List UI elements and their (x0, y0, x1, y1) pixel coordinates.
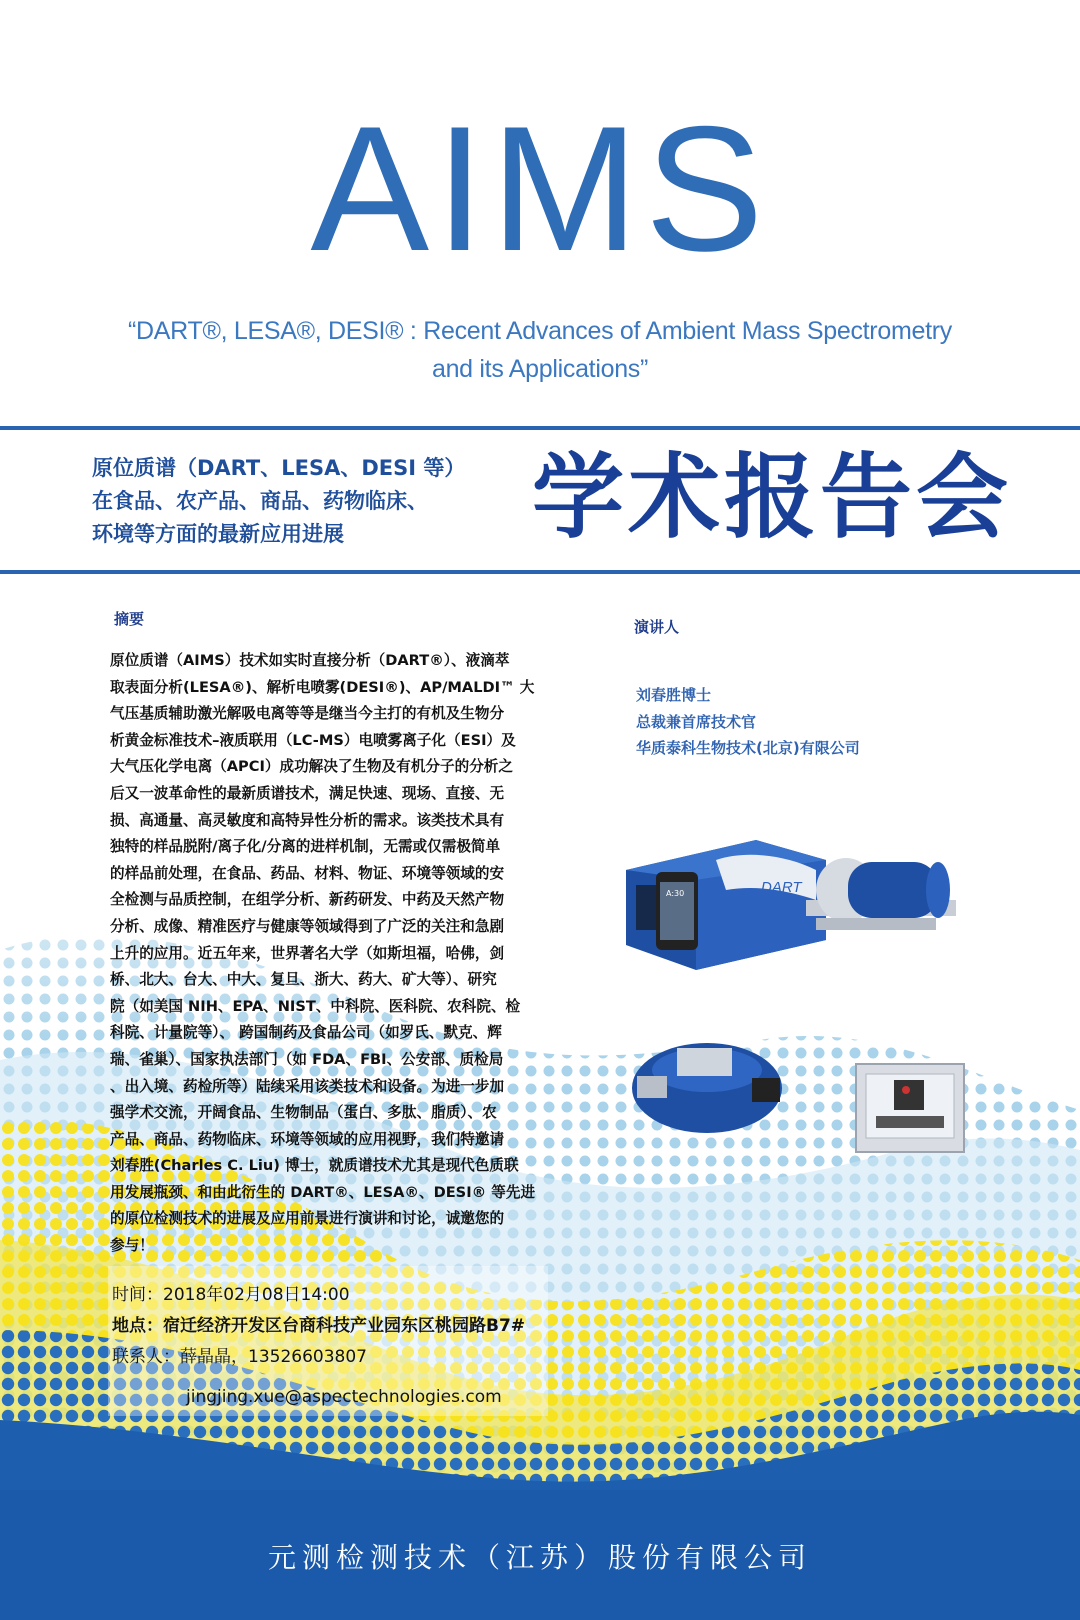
event-time: 时间：2018年02月08日14:00 (112, 1285, 350, 1305)
abstract-line: 析黄金标准技术–液质联用（LC-MS）电喷雾离子化（ESI）及 (110, 731, 516, 749)
event-contact: 联系人：薛晶晶，13526603807 (112, 1347, 367, 1367)
speaker-heading: 演讲人 (634, 618, 680, 636)
abstract-line: 院（如美国 NIH、EPA、NIST、中科院、医科院、农科院、检 (110, 997, 521, 1015)
abstract-line: 上升的应用。近五年来，世界著名大学（如斯坦福，哈佛，剑 (110, 944, 505, 962)
abstract-line: 的原位检测技术的进展及应用前景进行演讲和讨论，诚邀您的 (110, 1210, 505, 1228)
speaker-name: 刘春胜博士 (636, 686, 712, 704)
abstract-line: 产品、商品、药物临床、环境等领域的应用视野，我们特邀请 (110, 1130, 505, 1148)
abstract-line: 科院、计量院等）、 跨国制药及食品公司（如罗氏、默克、辉 (110, 1024, 502, 1042)
abstract-line: 损、高通量、高灵敏度和高特异性分析的需求。该类技术具有 (110, 811, 505, 829)
lesa-instrument-image (622, 1028, 792, 1138)
abstract-line: 原位质谱（AIMS）技术如实时直接分析（DART®）、液滴萃 (110, 652, 510, 669)
speaker-title: 总裁兼首席技术官 (636, 712, 757, 731)
footer-company-name: 元测检测技术（江苏）股份有限公司 (267, 1541, 812, 1574)
abstract-body (110, 648, 562, 1260)
abstract-line: 瑞、雀巢）、国家执法部门（如 FDA、FBI、公安部、质检局 (110, 1050, 504, 1068)
abstract-line: 全检测与品质控制，在组学分析、新药研发、中药及天然产物 (110, 891, 505, 909)
seminar-title: 学术报告会 (532, 444, 1013, 551)
chinese-topic (92, 452, 512, 551)
abstract-heading: 摘要 (114, 610, 145, 628)
topic-line-2: 在食品、农产品、商品、药物临床、 (92, 489, 428, 513)
abstract-line: 后又一波革命性的最新质谱技术，满足快速、现场、直接、无 (110, 784, 505, 802)
abstract-line: 的样品前处理，在食品、药品、材料、物证、环境等领域的安 (110, 864, 505, 882)
abstract-line: 大气压化学电离（APCI）成功解决了生物及有机分子的分析之 (110, 758, 513, 776)
subtitle-line-1: “DART®, LESA®, DESI® : Recent Advances of Ambient Mass Spectrometry (128, 317, 952, 345)
speaker-info (636, 682, 860, 762)
english-subtitle (60, 312, 1020, 388)
dart-label: DART (761, 879, 802, 896)
abstract-line: 刘春胜(Charles C. Liu) 博士，就质谱技术尤其是现代色质联 (110, 1157, 519, 1175)
abstract-line: 用发展瓶颈、和由此衍生的 DART®、LESA®、DESI® 等先进 (110, 1183, 536, 1201)
topic-line-1: 原位质谱（DART、LESA、DESI 等） (92, 456, 466, 480)
abstract-line: 参与！ (110, 1237, 154, 1255)
topic-line-3: 环境等方面的最新应用进展 (92, 522, 344, 546)
aims-title: AIMS (310, 89, 770, 288)
contact-email: jingjing.xue@aspectechnologies.com (186, 1387, 502, 1407)
phone-readout: A:30 (666, 889, 685, 898)
dart-instrument-image (616, 830, 986, 980)
abstract-line: 桥、北大、台大、中大、复旦、浙大、药大、矿大等）、研究 (110, 971, 497, 989)
event-location: 地点：宿迁经济开发区台商科技产业园东区桃园路B7# (112, 1316, 526, 1336)
subtitle-line-2: and its Applications” (431, 355, 649, 383)
desi-instrument-image (850, 1058, 970, 1158)
abstract-line: 分析、成像、精准医疗与健康等领域得到了广泛的关注和急剧 (110, 917, 505, 935)
abstract-line: 、出入境、药检所等）陆续采用该类技术和设备。为进一步加 (110, 1077, 505, 1095)
abstract-line: 取表面分析(LESA®)、解析电喷雾(DESI®)、AP/MALDI™ 大 (110, 678, 535, 696)
abstract-line: 强学术交流，开阔食品、生物制品（蛋白、多肽、脂质）、农 (110, 1104, 497, 1122)
abstract-line: 气压基质辅助激光解吸电离等等是继当今主打的有机及生物分 (110, 705, 505, 723)
speaker-company: 华质泰科生物技术(北京)有限公司 (636, 739, 860, 757)
bottom-divider (0, 570, 1080, 574)
abstract-line: 独特的样品脱附/离子化/分离的进样机制，无需或仅需极简单 (110, 838, 501, 856)
top-divider (0, 426, 1080, 430)
